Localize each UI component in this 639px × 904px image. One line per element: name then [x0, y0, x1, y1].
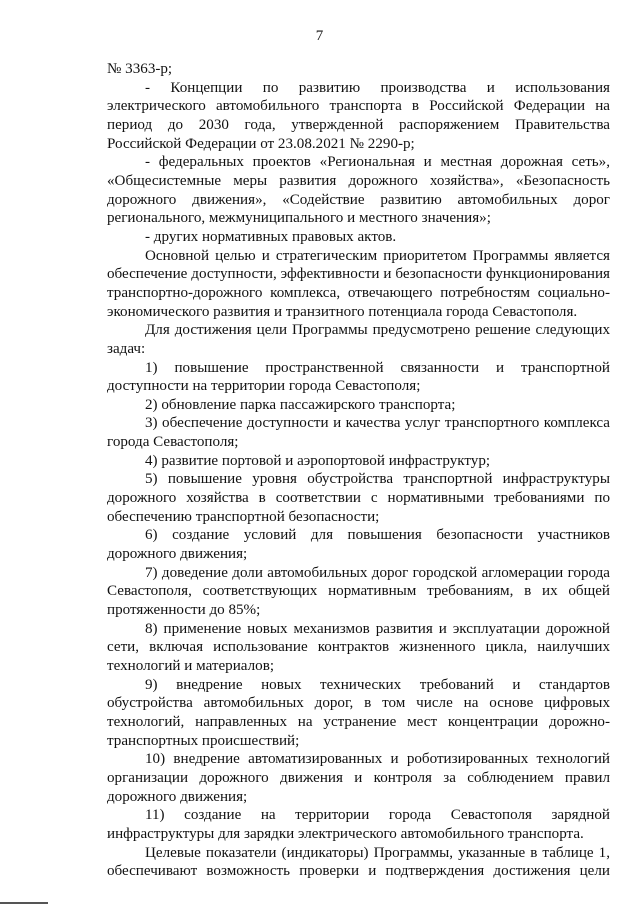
- document-paragraph: 11) создание на территории города Севастополя зарядной инфраструктуры для зарядки электрического автомобильного транспорта.: [107, 807, 610, 842]
- document-paragraph: 9) внедрение новых технических требований и стандартов обустройства автомобильных дорог, в том числе на основе цифровых технологий, направленных на устранение мест концентрации дорожно-транспортных происшествий;: [107, 676, 610, 749]
- page-number: 7: [315, 28, 324, 44]
- document-paragraph: 4) развитие портовой и аэропортовой инфраструктур;: [145, 452, 491, 469]
- document-paragraph: - других нормативных правовых актов.: [145, 228, 397, 245]
- document-paragraph: 1) повышение пространственной связанности и транспортной доступности на территории города Севастополя;: [107, 359, 610, 395]
- document-paragraph: Для достижения цели Программы предусмотрено решение следующих задач:: [107, 322, 610, 357]
- document-paragraph: 7) доведение доли автомобильных дорог городской агломерации города Севастополя, соответствующих нормативным требованиям, в их общей протяженности до 85%;: [107, 564, 610, 619]
- document-paragraph: 5) повышение уровня обустройства транспортной инфраструктуры дорожного хозяйства в соответствии с нормативными требованиями по обеспечению транспортной безопасности;: [107, 471, 610, 525]
- document-paragraph: 8) применение новых механизмов развития и эксплуатации дорожной сети, включая использование контрактов жизненного цикла, наилучших технологий и материалов;: [107, 620, 610, 674]
- document-paragraph: - федеральных проектов «Региональная и местная дорожная сеть», «Общесистемные меры развития дорожного хозяйства», «Безопасность дорожного движения», «Содействие развитию автомобильных дорог регионального, межмуниципального и местного значения»;: [107, 154, 610, 227]
- document-paragraph: 6) создание условий для повышения безопасности участников дорожного движения;: [107, 527, 610, 563]
- document-paragraph: Целевые показатели (индикаторы) Программы, указанные в таблице 1, обеспечивают возможность проверки и подтверждения достижения цели: [107, 844, 610, 880]
- document-paragraph: Основной целью и стратегическим приоритетом Программы является обеспечение доступности, эффективности и безопасности функционирования транспортно-дорожного комплекса, отвечающего потребностям социально-экономического развития и транзитного потенциала города Севастополя.: [107, 247, 610, 320]
- document-body: [107, 60, 610, 881]
- document-paragraph: 3) обеспечение доступности и качества услуг транспортного комплекса города Севастополя;: [107, 415, 610, 451]
- document-paragraph: 2) обновление парка пассажирского транспорта;: [145, 396, 456, 413]
- document-paragraph: 10) внедрение автоматизированных и роботизированных технологий организации дорожного движения и контроля за соблюдением правил дорожного движения;: [107, 751, 610, 805]
- document-paragraph: № 3363-р;: [107, 61, 173, 77]
- document-paragraph: - Концепции по развитию производства и использования электрического автомобильного транспорта в Российской Федерации на период до 2030 года, утвержденной распоряжением Правительства Российской Федерации от 23.08.2021 № 2290-р;: [107, 79, 610, 152]
